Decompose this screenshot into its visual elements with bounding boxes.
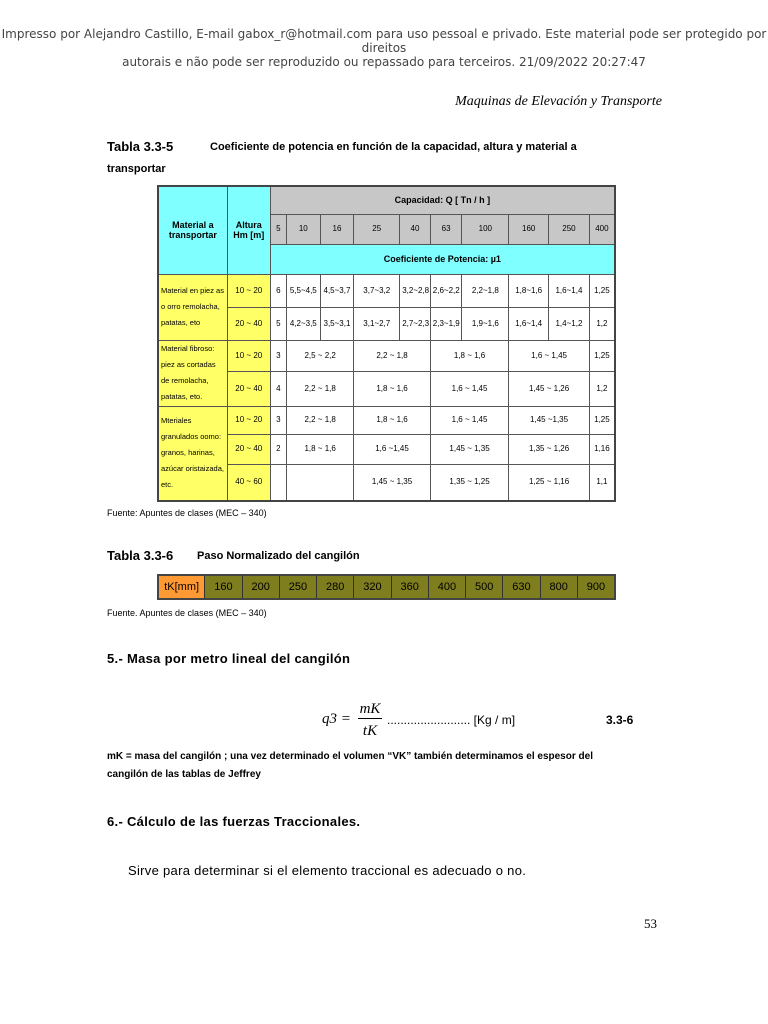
capacity-cell: 40 [400, 214, 431, 244]
value-cell: 1,6 ~ 1,45 [430, 371, 509, 406]
pitch-cell: 500 [465, 576, 502, 598]
capacity-cell: 100 [462, 214, 509, 244]
pitch-cell: 900 [577, 576, 614, 598]
value-cell: 1,1 [589, 464, 615, 501]
formula-numerator: mK [359, 701, 381, 717]
header-material: Material a transportar [158, 186, 227, 274]
value-cell: 2,3~1,9 [430, 307, 462, 340]
value-cell: 3,1~2,7 [354, 307, 400, 340]
value-cell: 2,5 ~ 2,2 [286, 340, 353, 371]
altura-cell: 10 ~ 20 [227, 340, 270, 371]
pitch-cell: 630 [502, 576, 539, 598]
definition-line-1: mK = masa del cangilón ; una vez determinado el volumen “VK” también determinamos el espesor del [107, 751, 593, 762]
definition-line-2: cangilón de las tablas de Jeffrey [107, 769, 261, 780]
value-cell: 1,45 ~ 1,35 [354, 464, 430, 501]
capacity-cell: 16 [320, 214, 354, 244]
section-6-text: Sirve para determinar si el elemento traccional es adecuado o no. [128, 863, 527, 878]
altura-cell: 20 ~ 40 [227, 307, 270, 340]
formula-dots-unit: ......................... [Kg / m] [387, 713, 516, 727]
value-cell: 3,5~3,1 [320, 307, 354, 340]
pitch-header-cell: tK[mm] [159, 576, 204, 598]
value-cell: 3 [270, 406, 286, 434]
material-cell: Material fibroso: piez as cortadas de remolacha, patatas, eto. [158, 340, 227, 406]
value-cell: 1,35 ~ 1,25 [430, 464, 509, 501]
value-cell: 1,4~1,2 [549, 307, 590, 340]
header-altura: Altura Hm [m] [227, 186, 270, 274]
pitch-cell: 360 [391, 576, 428, 598]
table-336-label: Tabla 3.3-6 [107, 548, 174, 563]
capacity-cell: 63 [430, 214, 462, 244]
value-cell: 4,2~3,5 [286, 307, 320, 340]
value-cell: 3 [270, 340, 286, 371]
value-cell: 2,6~2,2 [430, 274, 462, 307]
value-cell: 1,6 ~1,45 [354, 434, 430, 464]
table-335-caption-cont: transportar [107, 163, 166, 175]
value-cell: 1,6 ~ 1,45 [430, 406, 509, 434]
pitch-cell: 160 [204, 576, 241, 598]
table-335-caption: Coeficiente de potencia en función de la capacidad, altura y material a [210, 141, 577, 153]
value-cell: 2,2 ~ 1,8 [354, 340, 430, 371]
value-cell: 5 [270, 307, 286, 340]
altura-cell: 10 ~ 20 [227, 406, 270, 434]
table-336-source: Fuente. Apuntes de clases (MEC – 340) [107, 608, 267, 618]
power-coefficient-table [157, 185, 616, 502]
section-6-heading: 6.- Cálculo de las fuerzas Traccionales. [107, 814, 361, 829]
value-cell: 2 [270, 434, 286, 464]
pitch-cell: 400 [428, 576, 465, 598]
value-cell: 1,8 ~ 1,6 [430, 340, 509, 371]
value-cell: 1,6~1,4 [509, 307, 549, 340]
value-cell: 1,6 ~ 1,45 [509, 340, 590, 371]
section-5-heading: 5.- Masa por metro lineal del cangilón [107, 651, 351, 666]
pitch-cell: 320 [353, 576, 390, 598]
value-cell: 1,45 ~ 1,35 [430, 434, 509, 464]
pitch-cell: 200 [242, 576, 279, 598]
formula-lhs: q3 = [322, 711, 351, 727]
value-cell: 2,2 ~ 1,8 [286, 371, 353, 406]
watermark [0, 27, 768, 69]
page-number: 53 [644, 916, 657, 931]
value-cell: 1,6~1,4 [549, 274, 590, 307]
value-cell: 1,8~1,6 [509, 274, 549, 307]
pitch-cell: 800 [540, 576, 577, 598]
formula-denominator: tK [362, 723, 378, 739]
watermark-line-2: autorais e não pode ser reproduzido ou repassado para terceiros. 21/09/2022 20:27:47 [122, 55, 646, 69]
capacity-cell: 250 [549, 214, 590, 244]
table-335-source: Fuente: Apuntes de clases (MEC – 340) [107, 508, 267, 518]
equation-number: 3.3-6 [606, 713, 634, 727]
altura-cell: 20 ~ 40 [227, 371, 270, 406]
value-cell: 1,45 ~1,35 [509, 406, 590, 434]
altura-cell: 40 ~ 60 [227, 464, 270, 501]
capacity-cell: 400 [589, 214, 615, 244]
value-cell: 2,2 ~ 1,8 [286, 406, 353, 434]
value-cell: 1,25 [589, 406, 615, 434]
value-cell: 1,25 [589, 340, 615, 371]
value-cell: 2,7~2,3 [400, 307, 431, 340]
capacity-cell: 5 [270, 214, 286, 244]
value-cell: 1,2 [589, 371, 615, 406]
value-cell: 1,45 ~ 1,26 [509, 371, 590, 406]
value-cell: 2,2~1,8 [462, 274, 509, 307]
value-cell: 4,5~3,7 [320, 274, 354, 307]
capacity-cell: 10 [286, 214, 320, 244]
material-cell: Mteriales granulados oomo: granos, harinas, azúcar oristaizada, etc. [158, 406, 227, 501]
value-cell: 1,16 [589, 434, 615, 464]
pitch-cell: 280 [316, 576, 353, 598]
value-cell: 1,8 ~ 1,6 [354, 406, 430, 434]
value-cell: 1,9~1,6 [462, 307, 509, 340]
value-cell: 1,8 ~ 1,6 [354, 371, 430, 406]
watermark-line-1: Impresso por Alejandro Castillo, E-mail gabox_r@hotmail.com para uso pessoal e privado. Este material pode ser protegido por direitos [1, 27, 767, 55]
value-cell: 3,2~2,8 [400, 274, 431, 307]
value-cell: 6 [270, 274, 286, 307]
header-capacidad: Capacidad: Q [ Tn / h ] [270, 186, 615, 214]
capacity-cell: 160 [509, 214, 549, 244]
header-coeficiente: Coeficiente de Potencia: µ1 [270, 244, 615, 274]
value-cell: 4 [270, 371, 286, 406]
value-cell: 1,35 ~ 1,26 [509, 434, 590, 464]
running-head: Maquinas de Elevación y Transporte [455, 94, 662, 109]
pitch-table [157, 574, 616, 600]
value-cell [270, 464, 286, 501]
table-335-label: Tabla 3.3-5 [107, 139, 174, 154]
pitch-cell: 250 [279, 576, 316, 598]
altura-cell: 10 ~ 20 [227, 274, 270, 307]
material-cell: Material en piez as o orro remolacha, patatas, eto [158, 274, 227, 340]
value-cell [286, 464, 353, 501]
value-cell: 3,7~3,2 [354, 274, 400, 307]
value-cell: 1,2 [589, 307, 615, 340]
value-cell: 1,8 ~ 1,6 [286, 434, 353, 464]
value-cell: 5,5~4,5 [286, 274, 320, 307]
capacity-cell: 25 [354, 214, 400, 244]
table-336-caption: Paso Normalizado del cangilón [197, 550, 360, 562]
altura-cell: 20 ~ 40 [227, 434, 270, 464]
value-cell: 1,25 [589, 274, 615, 307]
value-cell: 1,25 ~ 1,16 [509, 464, 590, 501]
